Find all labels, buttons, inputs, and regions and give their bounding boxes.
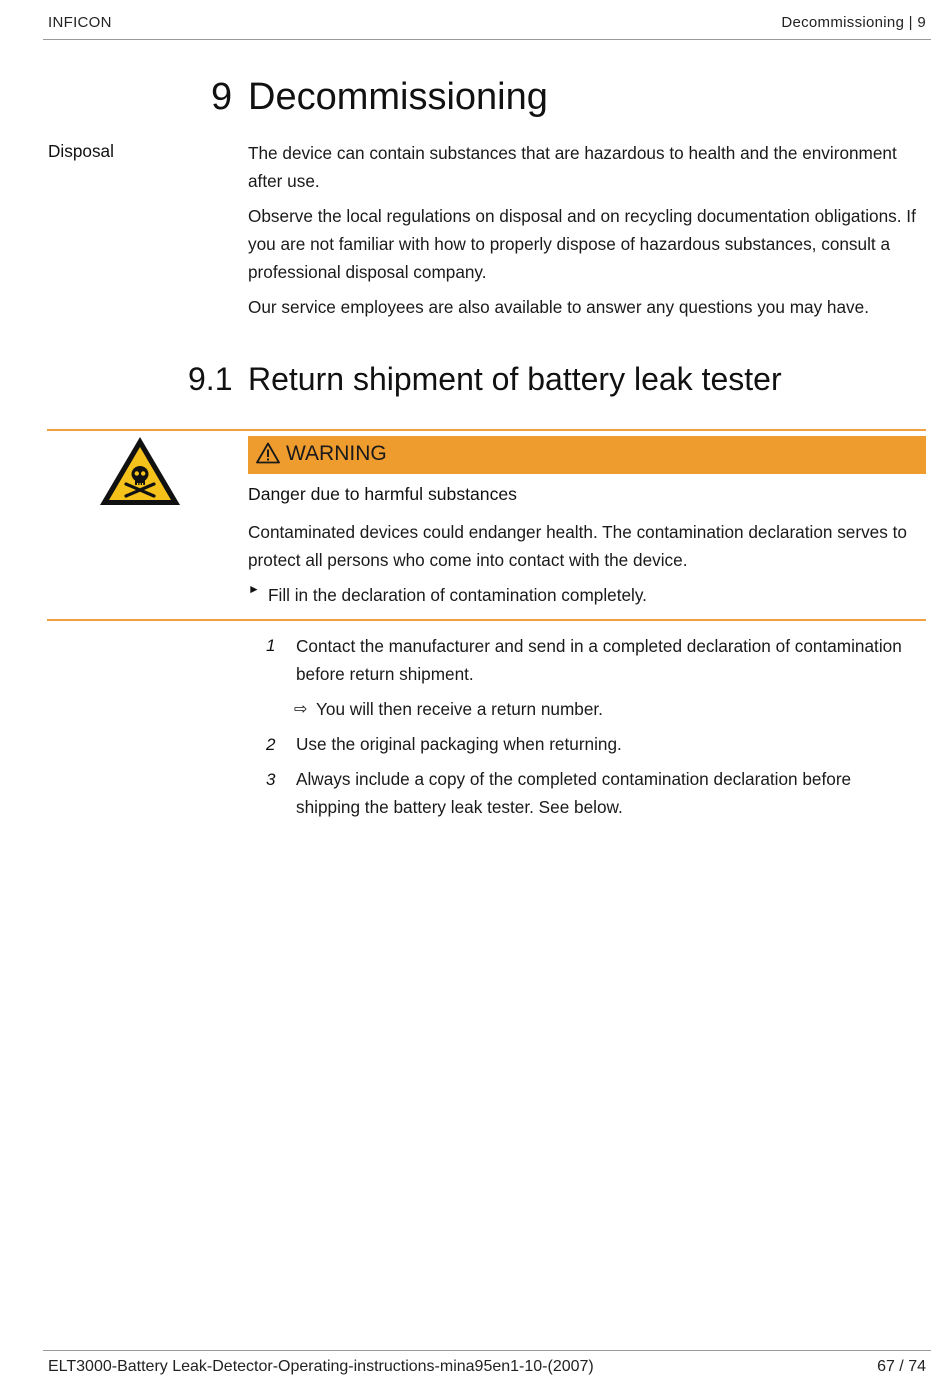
footer-page-number: 67 / 74	[877, 1358, 926, 1375]
step-2-text: Use the original packaging when returning.	[296, 734, 622, 754]
action-arrow-icon: ►	[248, 582, 260, 596]
disposal-paragraph-1: The device can contain substances that are hazardous to health and the environment after use.	[248, 143, 897, 191]
warning-label: WARNING	[286, 442, 387, 465]
step-1-number: 1	[266, 636, 276, 655]
warning-heading: Danger due to harmful substances	[248, 484, 517, 504]
disposal-paragraph-2: Observe the local regulations on disposal and on recycling documentation obligations. If you are not familiar with how to properly dispose of hazardous substances, consult a professional disposal company.	[248, 206, 916, 282]
disposal-label: Disposal	[48, 141, 114, 161]
step-1-result: You will then receive a return number.	[316, 699, 603, 719]
header-brand: INFICON	[48, 14, 112, 31]
header-section: Decommissioning | 9	[781, 14, 926, 31]
step-1-text: Contact the manufacturer and send in a completed declaration of contamination before return shipment.	[296, 636, 902, 684]
chapter-number: 9	[211, 76, 233, 118]
chapter-title: Decommissioning	[248, 76, 548, 118]
warning-top-rule	[47, 429, 926, 431]
result-arrow-icon: ⇨	[294, 701, 308, 718]
toxic-hazard-icon	[98, 434, 182, 513]
section-title: Return shipment of battery leak tester	[248, 361, 782, 397]
disposal-paragraph-3: Our service employees are also available to answer any questions you may have.	[248, 297, 869, 317]
warning-bottom-rule	[47, 619, 926, 621]
footer-document: ELT3000-Battery Leak-Detector-Operating-instructions-mina95en1-10-(2007)	[48, 1358, 594, 1375]
header-divider	[43, 39, 931, 40]
section-number: 9.1	[188, 361, 233, 397]
warning-text: Contaminated devices could endanger health. The contamination declaration serves to protect all persons who come into contact with the device.	[248, 522, 907, 570]
warning-triangle-icon	[256, 442, 280, 469]
footer-divider	[43, 1350, 931, 1351]
step-2-number: 2	[266, 735, 276, 754]
step-3-text: Always include a copy of the completed contamination declaration before shipping the battery leak tester. See below.	[296, 769, 852, 817]
warning-banner	[248, 436, 926, 474]
warning-action: Fill in the declaration of contamination completely.	[268, 585, 647, 605]
step-3-number: 3	[266, 770, 276, 789]
